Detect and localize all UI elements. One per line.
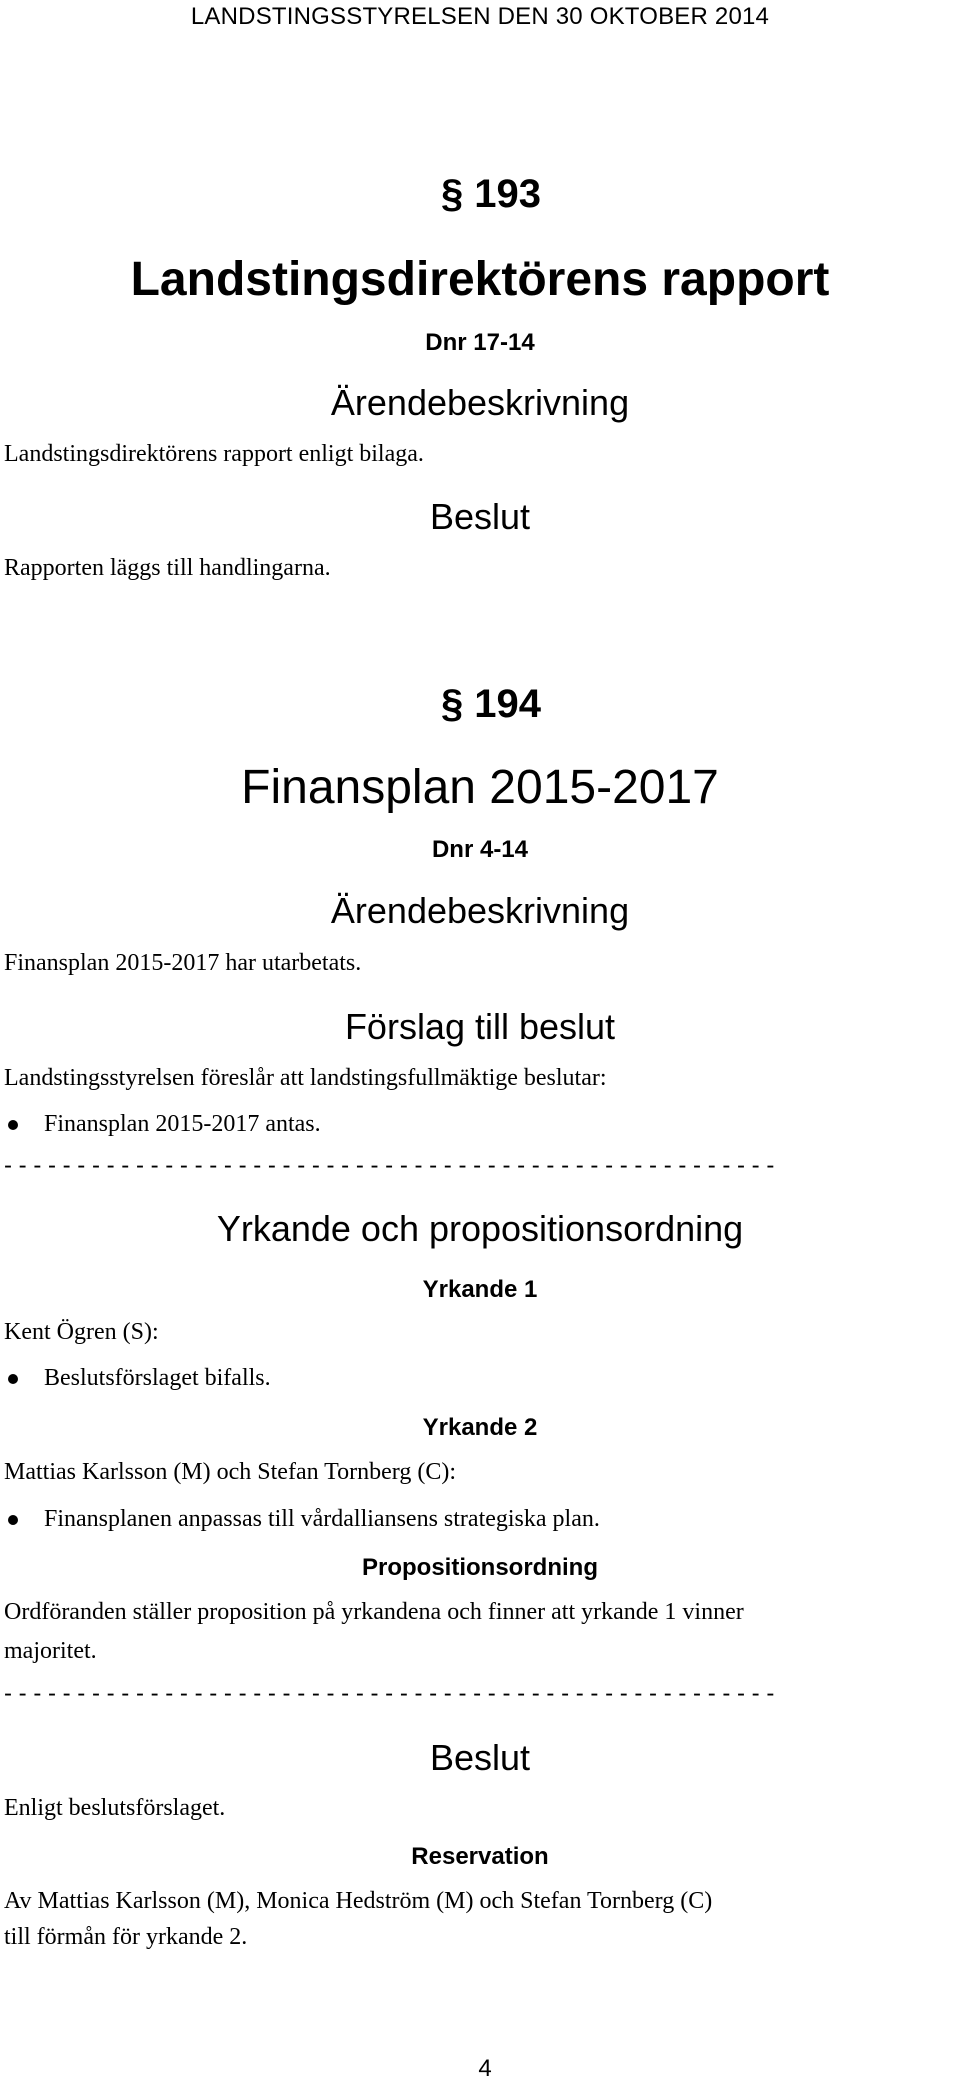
forslag-heading: Förslag till beslut xyxy=(344,1006,616,1047)
section-193-arende-text: Landstingsdirektörens rapport enligt bilaga. xyxy=(4,441,424,467)
separator-line: - - - - - - - - - - - - - - - - - - - - - - - - - - - - - - - - - - - - - - - - - - - - - - - - - - - - - xyxy=(4,1152,775,1179)
section-194-beslut-text: Enligt beslutsförslaget. xyxy=(4,1795,226,1821)
page-number: 4 xyxy=(478,2055,492,2082)
section-193-title: Landstingsdirektörens rapport xyxy=(130,253,830,306)
yrkande-1-bullet-text: Beslutsförslaget bifalls. xyxy=(44,1365,271,1391)
bullet-icon xyxy=(8,1374,18,1384)
section-193-beslut-heading: Beslut xyxy=(429,496,531,537)
yrkande-1-heading: Yrkande 1 xyxy=(422,1276,538,1303)
proposition-text-line1: Ordföranden ställer proposition på yrkandena och finner att yrkande 1 vinner xyxy=(4,1599,744,1625)
reservation-text-line2: till förmån för yrkande 2. xyxy=(4,1924,248,1950)
section-194-title: Finansplan 2015-2017 xyxy=(241,761,719,814)
separator-line: - - - - - - - - - - - - - - - - - - - - - - - - - - - - - - - - - - - - - - - - - - - - - - - - - - - - - xyxy=(4,1680,775,1707)
section-194-beslut-heading: Beslut xyxy=(429,1737,531,1778)
section-194-arende-heading: Ärendebeskrivning xyxy=(330,890,630,931)
section-194-number: § 194 xyxy=(440,682,542,726)
section-193-arende-heading: Ärendebeskrivning xyxy=(330,382,630,423)
bullet-icon xyxy=(8,1515,18,1525)
page-header: LANDSTINGSSTYRELSEN DEN 30 OKTOBER 2014 xyxy=(190,3,770,30)
section-194-arende-text: Finansplan 2015-2017 har utarbetats. xyxy=(4,950,362,976)
yrkande-2-heading: Yrkande 2 xyxy=(422,1414,538,1441)
forslag-bullet-text: Finansplan 2015-2017 antas. xyxy=(44,1111,321,1137)
reservation-text-line1: Av Mattias Karlsson (M), Monica Hedström (M) och Stefan Tornberg (C) xyxy=(4,1888,713,1914)
proposition-heading: Propositionsordning xyxy=(362,1554,598,1581)
section-193-dnr: Dnr 17-14 xyxy=(425,329,535,356)
reservation-heading: Reservation xyxy=(411,1843,549,1870)
yrkande-heading: Yrkande och propositionsordning xyxy=(216,1208,744,1249)
yrkande-1-person: Kent Ögren (S): xyxy=(4,1319,159,1345)
yrkande-2-person: Mattias Karlsson (M) och Stefan Tornberg (C): xyxy=(4,1459,457,1485)
section-194-dnr: Dnr 4-14 xyxy=(431,836,529,863)
forslag-text: Landstingsstyrelsen föreslår att landstingsfullmäktige beslutar: xyxy=(4,1065,607,1091)
section-193-beslut-text: Rapporten läggs till handlingarna. xyxy=(4,555,331,581)
bullet-icon xyxy=(8,1120,18,1130)
section-193-number: § 193 xyxy=(440,172,542,216)
proposition-text-line2: majoritet. xyxy=(4,1638,97,1664)
yrkande-2-bullet-text: Finansplanen anpassas till vårdalliansens strategiska plan. xyxy=(44,1506,600,1532)
